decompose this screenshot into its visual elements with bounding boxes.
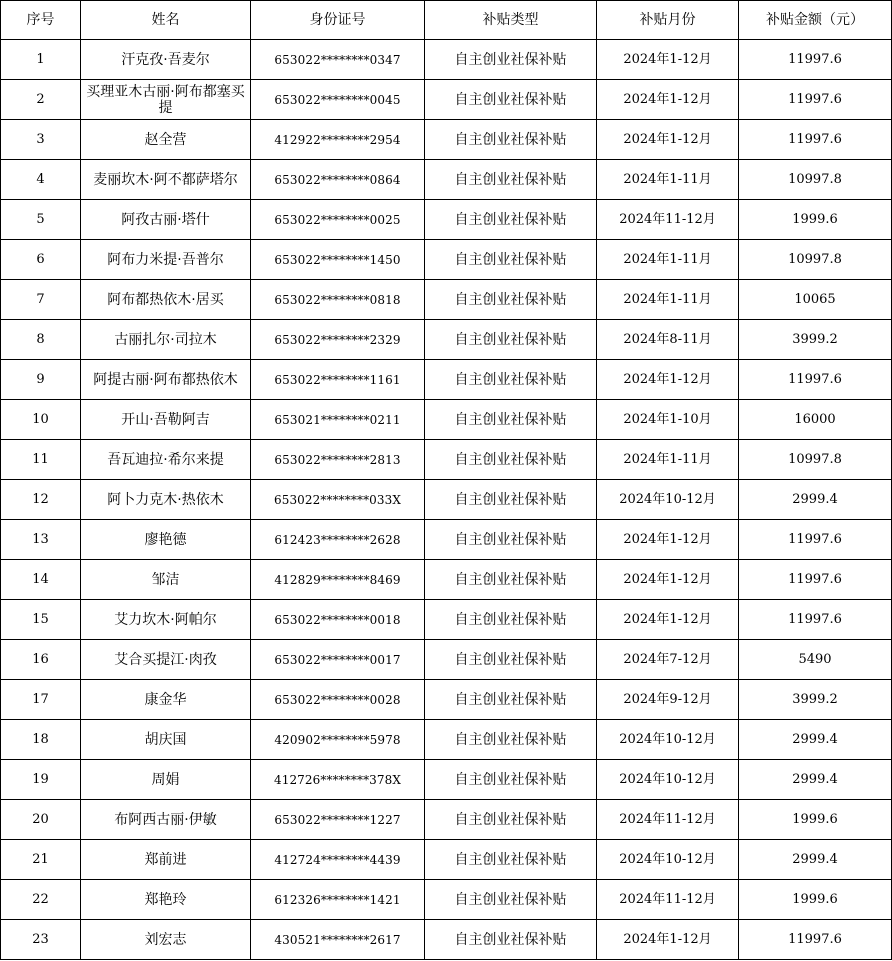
cell-subsidy-amount: 11997.6 (739, 360, 892, 400)
table-row (1, 920, 892, 960)
cell-no: 3 (1, 120, 81, 160)
cell-subsidy-type: 自主创业社保补贴 (425, 720, 597, 760)
cell-no: 6 (1, 240, 81, 280)
cell-id-number: 653022********2329 (251, 320, 425, 360)
table-row (1, 240, 892, 280)
cell-no: 14 (1, 560, 81, 600)
cell-no: 1 (1, 40, 81, 80)
cell-name: 赵全营 (81, 120, 251, 160)
cell-name: 阿卜力克木·热依木 (81, 480, 251, 520)
cell-subsidy-amount: 11997.6 (739, 120, 892, 160)
cell-no: 11 (1, 440, 81, 480)
cell-name: 布阿西古丽·伊敏 (81, 800, 251, 840)
cell-no: 9 (1, 360, 81, 400)
cell-subsidy-type: 自主创业社保补贴 (425, 840, 597, 880)
cell-name: 康金华 (81, 680, 251, 720)
cell-subsidy-amount: 1999.6 (739, 800, 892, 840)
cell-no: 8 (1, 320, 81, 360)
cell-name: 郑艳玲 (81, 880, 251, 920)
cell-subsidy-amount: 2999.4 (739, 720, 892, 760)
cell-subsidy-type: 自主创业社保补贴 (425, 400, 597, 440)
cell-id-number: 653022********0818 (251, 280, 425, 320)
cell-subsidy-type: 自主创业社保补贴 (425, 240, 597, 280)
table-row (1, 560, 892, 600)
cell-subsidy-amount: 11997.6 (739, 560, 892, 600)
cell-subsidy-type: 自主创业社保补贴 (425, 200, 597, 240)
cell-name: 汗克孜·吾麦尔 (81, 40, 251, 80)
cell-subsidy-type: 自主创业社保补贴 (425, 480, 597, 520)
cell-no: 22 (1, 880, 81, 920)
cell-subsidy-type: 自主创业社保补贴 (425, 320, 597, 360)
cell-subsidy-period: 2024年1-12月 (597, 120, 739, 160)
header-row (1, 1, 892, 40)
cell-id-number: 412726********378X (251, 760, 425, 800)
cell-id-number: 420902********5978 (251, 720, 425, 760)
table-row (1, 600, 892, 640)
cell-no: 16 (1, 640, 81, 680)
table-body (1, 40, 892, 960)
cell-id-number: 653022********0025 (251, 200, 425, 240)
table-row (1, 160, 892, 200)
cell-id-number: 412922********2954 (251, 120, 425, 160)
cell-name: 周娟 (81, 760, 251, 800)
cell-subsidy-period: 2024年1-11月 (597, 160, 739, 200)
cell-subsidy-amount: 1999.6 (739, 880, 892, 920)
cell-subsidy-period: 2024年10-12月 (597, 480, 739, 520)
table-row (1, 280, 892, 320)
cell-name: 阿布力米提·吾普尔 (81, 240, 251, 280)
cell-subsidy-period: 2024年11-12月 (597, 800, 739, 840)
cell-name: 古丽扎尔·司拉木 (81, 320, 251, 360)
table-row (1, 480, 892, 520)
cell-subsidy-period: 2024年1-11月 (597, 440, 739, 480)
table-row (1, 200, 892, 240)
header-no: 序号 (1, 1, 81, 40)
cell-subsidy-amount: 5490 (739, 640, 892, 680)
table-row (1, 640, 892, 680)
cell-name: 邹洁 (81, 560, 251, 600)
cell-subsidy-type: 自主创业社保补贴 (425, 80, 597, 120)
cell-name: 廖艳德 (81, 520, 251, 560)
cell-subsidy-period: 2024年8-11月 (597, 320, 739, 360)
cell-subsidy-period: 2024年10-12月 (597, 720, 739, 760)
cell-id-number: 653022********0347 (251, 40, 425, 80)
cell-id-number: 653022********033X (251, 480, 425, 520)
cell-subsidy-type: 自主创业社保补贴 (425, 640, 597, 680)
cell-subsidy-type: 自主创业社保补贴 (425, 160, 597, 200)
cell-subsidy-period: 2024年1-12月 (597, 600, 739, 640)
cell-subsidy-type: 自主创业社保补贴 (425, 360, 597, 400)
cell-subsidy-type: 自主创业社保补贴 (425, 920, 597, 960)
cell-subsidy-type: 自主创业社保补贴 (425, 120, 597, 160)
cell-subsidy-amount: 11997.6 (739, 80, 892, 120)
cell-subsidy-period: 2024年1-12月 (597, 360, 739, 400)
cell-subsidy-period: 2024年11-12月 (597, 880, 739, 920)
cell-subsidy-type: 自主创业社保补贴 (425, 40, 597, 80)
cell-subsidy-type: 自主创业社保补贴 (425, 520, 597, 560)
cell-name: 麦丽坎木·阿不都萨塔尔 (81, 160, 251, 200)
cell-subsidy-period: 2024年9-12月 (597, 680, 739, 720)
cell-subsidy-period: 2024年1-10月 (597, 400, 739, 440)
table-row (1, 360, 892, 400)
cell-name: 郑前进 (81, 840, 251, 880)
cell-subsidy-type: 自主创业社保补贴 (425, 440, 597, 480)
cell-name: 阿孜古丽·塔什 (81, 200, 251, 240)
cell-name: 阿布都热依木·居买 (81, 280, 251, 320)
cell-no: 15 (1, 600, 81, 640)
cell-no: 18 (1, 720, 81, 760)
cell-id-number: 612326********1421 (251, 880, 425, 920)
cell-name: 艾力坎木·阿帕尔 (81, 600, 251, 640)
cell-subsidy-amount: 2999.4 (739, 480, 892, 520)
cell-name: 吾瓦迪拉·希尔来提 (81, 440, 251, 480)
cell-id-number: 653022********1161 (251, 360, 425, 400)
cell-id-number: 653022********1450 (251, 240, 425, 280)
cell-id-number: 653022********0028 (251, 680, 425, 720)
cell-subsidy-type: 自主创业社保补贴 (425, 880, 597, 920)
cell-subsidy-amount: 2999.4 (739, 840, 892, 880)
table-header (1, 1, 892, 40)
cell-subsidy-period: 2024年1-12月 (597, 520, 739, 560)
cell-subsidy-amount: 3999.2 (739, 320, 892, 360)
header-subsidy-period: 补贴月份 (597, 1, 739, 40)
cell-subsidy-amount: 11997.6 (739, 40, 892, 80)
cell-no: 5 (1, 200, 81, 240)
cell-subsidy-type: 自主创业社保补贴 (425, 760, 597, 800)
table-row (1, 840, 892, 880)
cell-no: 17 (1, 680, 81, 720)
header-subsidy-type: 补贴类型 (425, 1, 597, 40)
cell-subsidy-amount: 10997.8 (739, 440, 892, 480)
cell-subsidy-amount: 10997.8 (739, 160, 892, 200)
header-id-number: 身份证号 (251, 1, 425, 40)
cell-id-number: 653022********0017 (251, 640, 425, 680)
cell-no: 21 (1, 840, 81, 880)
cell-subsidy-period: 2024年11-12月 (597, 200, 739, 240)
cell-subsidy-type: 自主创业社保补贴 (425, 600, 597, 640)
cell-subsidy-type: 自主创业社保补贴 (425, 560, 597, 600)
cell-id-number: 412829********8469 (251, 560, 425, 600)
cell-subsidy-type: 自主创业社保补贴 (425, 800, 597, 840)
cell-name: 阿提古丽·阿布都热依木 (81, 360, 251, 400)
cell-no: 23 (1, 920, 81, 960)
cell-id-number: 653021********0211 (251, 400, 425, 440)
cell-no: 2 (1, 80, 81, 120)
cell-no: 7 (1, 280, 81, 320)
cell-subsidy-period: 2024年1-12月 (597, 560, 739, 600)
cell-subsidy-type: 自主创业社保补贴 (425, 280, 597, 320)
cell-id-number: 612423********2628 (251, 520, 425, 560)
table-row (1, 800, 892, 840)
table-row (1, 440, 892, 480)
table-row (1, 40, 892, 80)
table-row (1, 320, 892, 360)
cell-subsidy-period: 2024年7-12月 (597, 640, 739, 680)
cell-no: 12 (1, 480, 81, 520)
cell-id-number: 412724********4439 (251, 840, 425, 880)
table-row (1, 880, 892, 920)
table-row (1, 520, 892, 560)
cell-name: 刘宏志 (81, 920, 251, 960)
cell-id-number: 653022********0045 (251, 80, 425, 120)
cell-no: 19 (1, 760, 81, 800)
cell-no: 20 (1, 800, 81, 840)
table-row (1, 760, 892, 800)
cell-subsidy-amount: 16000 (739, 400, 892, 440)
cell-subsidy-type: 自主创业社保补贴 (425, 680, 597, 720)
cell-subsidy-amount: 11997.6 (739, 520, 892, 560)
cell-name: 买理亚木古丽·阿布都塞买提 (81, 80, 251, 120)
cell-subsidy-period: 2024年1-11月 (597, 240, 739, 280)
table-row (1, 400, 892, 440)
cell-id-number: 430521********2617 (251, 920, 425, 960)
header-name: 姓名 (81, 1, 251, 40)
cell-subsidy-amount: 10997.8 (739, 240, 892, 280)
cell-id-number: 653022********2813 (251, 440, 425, 480)
cell-subsidy-period: 2024年1-12月 (597, 40, 739, 80)
table-row (1, 80, 892, 120)
cell-name: 开山·吾勒阿吉 (81, 400, 251, 440)
cell-name: 艾合买提江·肉孜 (81, 640, 251, 680)
cell-name: 胡庆国 (81, 720, 251, 760)
cell-no: 4 (1, 160, 81, 200)
table-row (1, 120, 892, 160)
cell-subsidy-amount: 10065 (739, 280, 892, 320)
cell-subsidy-period: 2024年10-12月 (597, 840, 739, 880)
cell-no: 10 (1, 400, 81, 440)
table-row (1, 680, 892, 720)
header-subsidy-amount: 补贴金额（元） (739, 1, 892, 40)
cell-id-number: 653022********0864 (251, 160, 425, 200)
cell-no: 13 (1, 520, 81, 560)
cell-subsidy-amount: 11997.6 (739, 920, 892, 960)
cell-subsidy-amount: 2999.4 (739, 760, 892, 800)
cell-subsidy-period: 2024年10-12月 (597, 760, 739, 800)
cell-subsidy-amount: 11997.6 (739, 600, 892, 640)
cell-subsidy-period: 2024年1-12月 (597, 80, 739, 120)
cell-subsidy-amount: 3999.2 (739, 680, 892, 720)
cell-id-number: 653022********1227 (251, 800, 425, 840)
cell-subsidy-amount: 1999.6 (739, 200, 892, 240)
cell-id-number: 653022********0018 (251, 600, 425, 640)
cell-subsidy-period: 2024年1-12月 (597, 920, 739, 960)
cell-subsidy-period: 2024年1-11月 (597, 280, 739, 320)
table-row (1, 720, 892, 760)
